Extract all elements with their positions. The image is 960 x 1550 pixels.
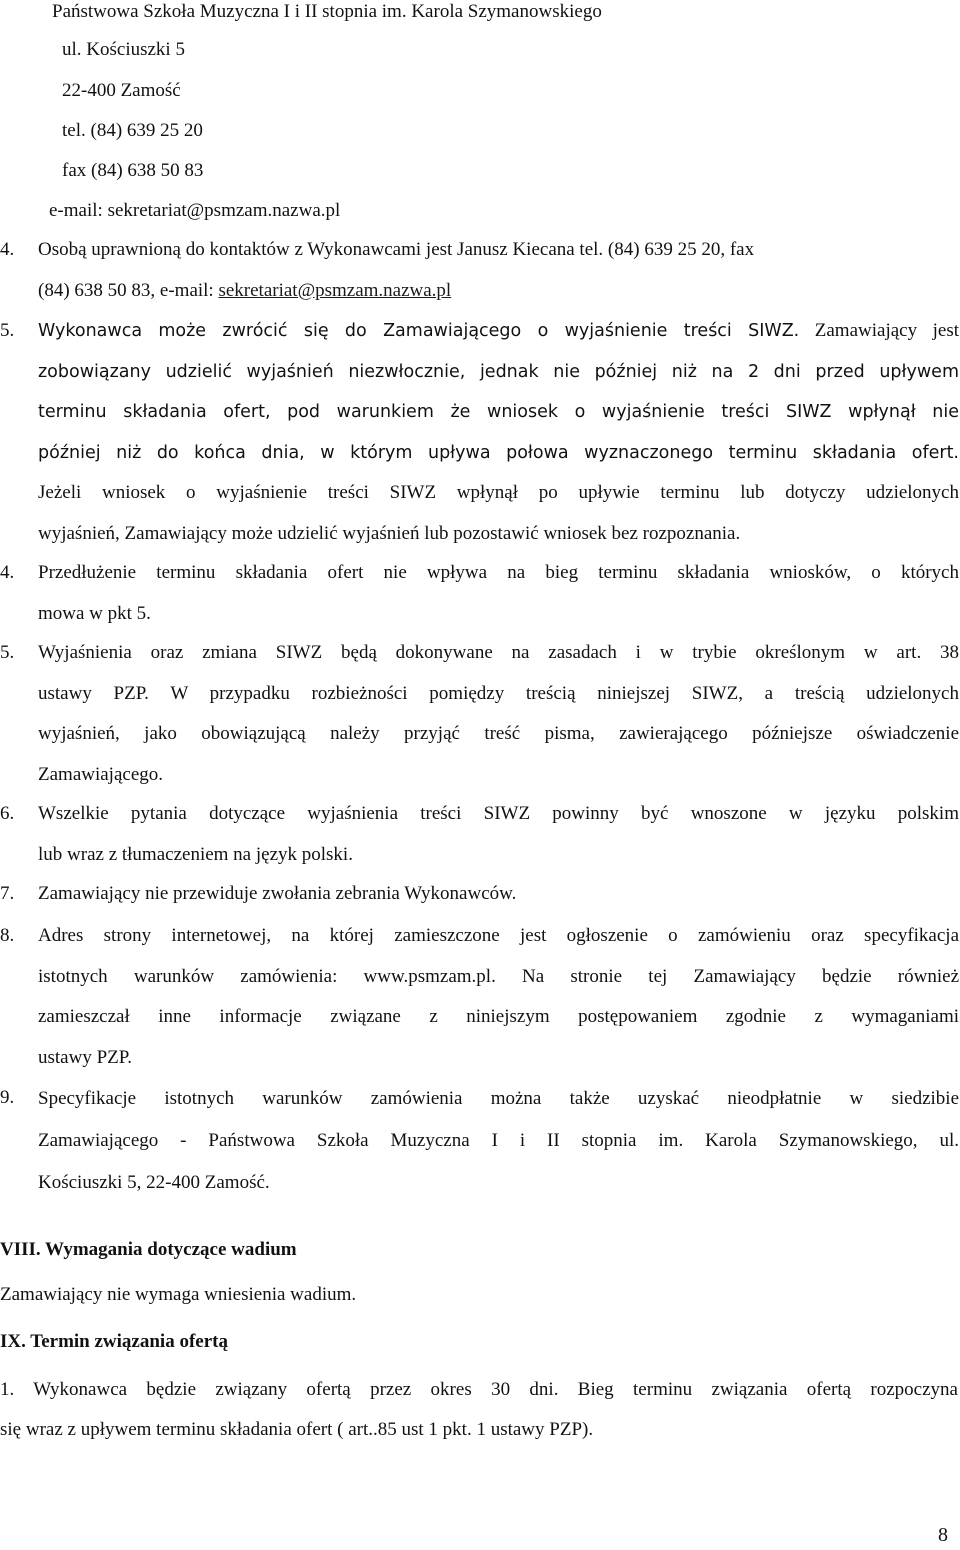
- item-text: [38, 633, 959, 795]
- item-line: Wszelkie pytania dotyczące wyjaśnienia treści SIWZ powinny być wnoszone w języku polskim: [38, 803, 959, 824]
- item-line: Wyjaśnienia oraz zmiana SIWZ będą dokonywane na zasadach i w trybie określonym w art. 38: [38, 642, 959, 663]
- item-number: 4.: [0, 562, 15, 583]
- item-number: 4.: [0, 239, 15, 260]
- item-line: istotnych warunków zamówienia: www.psmzam.pl. Na stronie tej Zamawiający będzie również: [38, 965, 959, 987]
- item-number: 7.: [0, 883, 15, 904]
- item-line: Specyfikacje istotnych warunków zamówienia można także uzyskać nieodpłatnie w siedzibie: [38, 1088, 959, 1109]
- item-line: Zamawiający nie przewiduje zwołania zebrania Wykonawców.: [38, 883, 517, 904]
- item-line: Kościuszki 5, 22-400 Zamość.: [38, 1172, 270, 1193]
- address-city: 22-400 Zamość: [62, 80, 181, 101]
- item-line: [38, 271, 959, 312]
- item-line: terminu składania ofert, pod warunkiem że wniosek o wyjaśnienie treści SIWZ wpłynął nie: [38, 402, 959, 422]
- item-line: [38, 311, 959, 352]
- item-line: Osobą uprawnioną do kontaktów z Wykonawcami jest Janusz Kiecana tel. (84) 639 25 20, fax: [38, 239, 755, 260]
- item-line: Adres strony internetowej, na której zamieszczone jest ogłoszenie o zamówieniu oraz specyfikacja: [38, 925, 959, 946]
- item-line: zamieszczał inne informacje związane z niniejszym postępowaniem zgodnie z wymaganiami: [38, 1006, 959, 1027]
- item-line: mowa w pkt 5.: [38, 602, 151, 624]
- item-line: Jeżeli wniosek o wyjaśnienie treści SIWZ wpłynął po upływie terminu lub dotyczy udzielonych: [38, 482, 959, 503]
- item-line: Przedłużenie terminu składania ofert nie wpływa na bieg terminu składania wniosków, o których: [38, 562, 959, 583]
- address-street: ul. Kościuszki 5: [62, 39, 185, 60]
- address-email: [49, 199, 340, 223]
- item-text: [38, 916, 959, 1078]
- item-line: Zamawiającego.: [38, 763, 164, 785]
- item-line: później niż do końca dnia, w którym upływa połowa wyznaczonego terminu składania ofert.: [38, 442, 959, 463]
- email-link[interactable]: sekretariat@psmzam.nazwa.pl: [218, 279, 452, 301]
- item-line: zobowiązany udzielić wyjaśnień niezwłocznie, jednak nie później niż na 2 dni przed upływem: [38, 361, 959, 382]
- item-number: 6.: [0, 803, 15, 824]
- email-label: (84) 638 50 83, e-mail:: [38, 279, 219, 301]
- item-line: Zamawiającego - Państwowa Szkoła Muzyczna I i II stopnia im. Karola Szymanowskiego, ul.: [38, 1130, 959, 1151]
- section-ix-line: 1. Wykonawca będzie związany ofertą przez okres 30 dni. Bieg terminu związania ofertą rozpoczyna: [0, 1379, 958, 1400]
- item-line: wyjaśnień, jako obowiązującą należy przyjąć treść pisma, zawierającego późniejsze oświadczenie: [38, 723, 959, 744]
- item-text: [38, 794, 959, 875]
- address-phone: tel. (84) 639 25 20: [62, 120, 203, 141]
- item-text: [38, 553, 959, 634]
- item-line: lub wraz z tłumaczeniem na język polski.: [38, 843, 353, 865]
- item-line-sans: Wykonawca może zwrócić się do Zamawiającego o wyjaśnienie treści SIWZ.: [38, 321, 800, 341]
- item-text: [38, 874, 959, 915]
- page-number: 8: [938, 1524, 948, 1546]
- section-heading-viii: VIII. Wymagania dotyczące wadium: [0, 1239, 297, 1260]
- section-ix-text: [0, 1370, 958, 1450]
- section-ix-line: się wraz z upływem terminu składania ofert ( art..85 ust 1 pkt. 1 ustawy PZP).: [0, 1419, 594, 1440]
- item-number: 8.: [0, 925, 15, 946]
- item-line: ustawy PZP.: [38, 1046, 132, 1068]
- item-line-rest: Zamawiający jest: [799, 320, 959, 341]
- email-text: sekretariat@psmzam.nazwa.pl: [107, 200, 341, 221]
- item-number: 9.: [0, 1087, 15, 1108]
- item-text: [38, 230, 959, 311]
- school-name: Państwowa Szkoła Muzyczna I i II stopnia im. Karola Szymanowskiego: [52, 1, 602, 22]
- item-number: 5.: [0, 642, 15, 663]
- item-line: wyjaśnień, Zamawiający może udzielić wyjaśnień lub pozostawić wniosek bez rozpoznania.: [38, 522, 741, 544]
- item-text: [38, 311, 959, 554]
- item-text: [38, 1078, 959, 1204]
- item-line: ustawy PZP. W przypadku rozbieżności pomiędzy treścią niniejszej SIWZ, a treścią udzielonych: [38, 682, 959, 704]
- section-heading-ix: IX. Termin związania ofertą: [0, 1331, 228, 1352]
- email-label: e-mail:: [49, 200, 108, 221]
- address-fax: fax (84) 638 50 83: [62, 160, 204, 181]
- item-number: 5.: [0, 320, 15, 341]
- section-viii-text: Zamawiający nie wymaga wniesienia wadium.: [0, 1284, 357, 1305]
